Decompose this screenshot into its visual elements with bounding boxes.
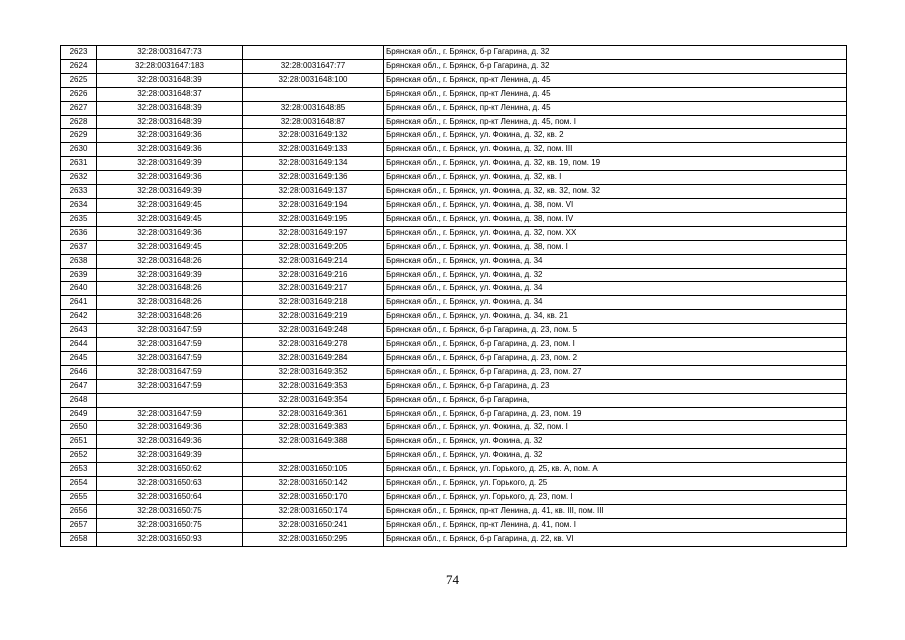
related-cadastral-number-cell: 32:28:0031649:248 (243, 324, 384, 338)
address-cell: Брянская обл., г. Брянск, ул. Фокина, д. 32, кв. 19, пом. 19 (384, 157, 847, 171)
address-cell: Брянская обл., г. Брянск, ул. Фокина, д. 32 (384, 435, 847, 449)
cadastral-number-cell: 32:28:0031648:39 (97, 115, 243, 129)
related-cadastral-number-cell: 32:28:0031649:219 (243, 310, 384, 324)
row-number-cell: 2635 (61, 212, 97, 226)
cadastral-number-cell: 32:28:0031647:59 (97, 338, 243, 352)
table-row (61, 212, 847, 226)
address-cell: Брянская обл., г. Брянск, ул. Фокина, д. 32, кв. 32, пом. 32 (384, 185, 847, 199)
row-number-cell: 2648 (61, 393, 97, 407)
cadastral-number-cell: 32:28:0031649:39 (97, 449, 243, 463)
address-cell: Брянская обл., г. Брянск, пр-кт Ленина, д. 41, кв. III, пом. III (384, 504, 847, 518)
cadastral-number-cell: 32:28:0031647:183 (97, 59, 243, 73)
related-cadastral-number-cell: 32:28:0031649:137 (243, 185, 384, 199)
row-number-cell: 2626 (61, 87, 97, 101)
table-row (61, 185, 847, 199)
cadastral-number-cell: 32:28:0031650:75 (97, 504, 243, 518)
row-number-cell: 2644 (61, 338, 97, 352)
table-row (61, 365, 847, 379)
related-cadastral-number-cell: 32:28:0031649:197 (243, 226, 384, 240)
cadastral-number-cell: 32:28:0031647:59 (97, 324, 243, 338)
table-row (61, 171, 847, 185)
row-number-cell: 2630 (61, 143, 97, 157)
row-number-cell: 2628 (61, 115, 97, 129)
cadastral-number-cell: 32:28:0031647:59 (97, 379, 243, 393)
row-number-cell: 2645 (61, 351, 97, 365)
cadastral-number-cell: 32:28:0031648:26 (97, 310, 243, 324)
table-row (61, 338, 847, 352)
row-number-cell: 2656 (61, 504, 97, 518)
related-cadastral-number-cell: 32:28:0031649:352 (243, 365, 384, 379)
cadastral-number-cell: 32:28:0031650:75 (97, 518, 243, 532)
cadastral-number-cell: 32:28:0031649:36 (97, 226, 243, 240)
table-row (61, 518, 847, 532)
row-number-cell: 2627 (61, 101, 97, 115)
related-cadastral-number-cell: 32:28:0031649:361 (243, 407, 384, 421)
row-number-cell: 2643 (61, 324, 97, 338)
address-cell: Брянская обл., г. Брянск, ул. Горького, д. 25 (384, 477, 847, 491)
related-cadastral-number-cell: 32:28:0031649:216 (243, 268, 384, 282)
related-cadastral-number-cell: 32:28:0031648:87 (243, 115, 384, 129)
cadastral-number-cell: 32:28:0031647:59 (97, 351, 243, 365)
address-cell: Брянская обл., г. Брянск, пр-кт Ленина, д. 45 (384, 101, 847, 115)
table-row (61, 532, 847, 546)
related-cadastral-number-cell: 32:28:0031649:388 (243, 435, 384, 449)
related-cadastral-number-cell: 32:28:0031648:100 (243, 73, 384, 87)
table-row (61, 46, 847, 60)
row-number-cell: 2641 (61, 296, 97, 310)
table-row (61, 101, 847, 115)
address-cell: Брянская обл., г. Брянск, ул. Фокина, д. 38, пом. I (384, 240, 847, 254)
row-number-cell: 2639 (61, 268, 97, 282)
cadastral-number-cell: 32:28:0031649:36 (97, 171, 243, 185)
cadastral-number-cell: 32:28:0031648:26 (97, 254, 243, 268)
related-cadastral-number-cell: 32:28:0031649:195 (243, 212, 384, 226)
address-cell: Брянская обл., г. Брянск, ул. Фокина, д. 38, пом. IV (384, 212, 847, 226)
address-cell: Брянская обл., г. Брянск, ул. Горького, д. 25, кв. А, пом. А (384, 463, 847, 477)
related-cadastral-number-cell: 32:28:0031649:214 (243, 254, 384, 268)
cadastral-number-cell: 32:28:0031649:45 (97, 212, 243, 226)
cadastral-number-cell: 32:28:0031649:36 (97, 435, 243, 449)
table-row (61, 435, 847, 449)
row-number-cell: 2640 (61, 282, 97, 296)
cadastral-number-cell: 32:28:0031649:36 (97, 421, 243, 435)
cadastral-number-cell: 32:28:0031648:26 (97, 282, 243, 296)
table-row (61, 407, 847, 421)
row-number-cell: 2657 (61, 518, 97, 532)
related-cadastral-number-cell: 32:28:0031650:174 (243, 504, 384, 518)
table-row (61, 198, 847, 212)
table-row (61, 324, 847, 338)
address-cell: Брянская обл., г. Брянск, ул. Фокина, д. 34 (384, 254, 847, 268)
address-cell: Брянская обл., г. Брянск, б-р Гагарина, д. 23, пом. 27 (384, 365, 847, 379)
related-cadastral-number-cell (243, 46, 384, 60)
related-cadastral-number-cell: 32:28:0031650:241 (243, 518, 384, 532)
address-cell: Брянская обл., г. Брянск, б-р Гагарина, (384, 393, 847, 407)
row-number-cell: 2623 (61, 46, 97, 60)
row-number-cell: 2650 (61, 421, 97, 435)
row-number-cell: 2655 (61, 491, 97, 505)
address-cell: Брянская обл., г. Брянск, б-р Гагарина, д. 22, кв. VI (384, 532, 847, 546)
address-cell: Брянская обл., г. Брянск, пр-кт Ленина, д. 45 (384, 73, 847, 87)
cadastral-number-cell: 32:28:0031648:39 (97, 73, 243, 87)
registry-table-body (61, 46, 847, 547)
table-row (61, 477, 847, 491)
related-cadastral-number-cell: 32:28:0031647:77 (243, 59, 384, 73)
row-number-cell: 2638 (61, 254, 97, 268)
cadastral-number-cell: 32:28:0031649:45 (97, 198, 243, 212)
table-row (61, 129, 847, 143)
address-cell: Брянская обл., г. Брянск, ул. Фокина, д. 32, пом. III (384, 143, 847, 157)
table-row (61, 296, 847, 310)
address-cell: Брянская обл., г. Брянск, ул. Фокина, д. 32 (384, 449, 847, 463)
table-row (61, 240, 847, 254)
related-cadastral-number-cell: 32:28:0031649:133 (243, 143, 384, 157)
cadastral-number-cell: 32:28:0031650:64 (97, 491, 243, 505)
address-cell: Брянская обл., г. Брянск, ул. Фокина, д. 32, пом. XX (384, 226, 847, 240)
table-row (61, 282, 847, 296)
table-row (61, 491, 847, 505)
table-row (61, 157, 847, 171)
row-number-cell: 2646 (61, 365, 97, 379)
address-cell: Брянская обл., г. Брянск, б-р Гагарина, д. 23, пом. 5 (384, 324, 847, 338)
row-number-cell: 2633 (61, 185, 97, 199)
related-cadastral-number-cell: 32:28:0031649:194 (243, 198, 384, 212)
row-number-cell: 2658 (61, 532, 97, 546)
address-cell: Брянская обл., г. Брянск, ул. Фокина, д. 32 (384, 268, 847, 282)
row-number-cell: 2634 (61, 198, 97, 212)
related-cadastral-number-cell: 32:28:0031649:217 (243, 282, 384, 296)
row-number-cell: 2649 (61, 407, 97, 421)
row-number-cell: 2637 (61, 240, 97, 254)
address-cell: Брянская обл., г. Брянск, ул. Фокина, д. 34 (384, 282, 847, 296)
related-cadastral-number-cell: 32:28:0031650:295 (243, 532, 384, 546)
related-cadastral-number-cell: 32:28:0031649:218 (243, 296, 384, 310)
table-row (61, 379, 847, 393)
row-number-cell: 2636 (61, 226, 97, 240)
cadastral-number-cell (97, 393, 243, 407)
cadastral-number-cell: 32:28:0031650:93 (97, 532, 243, 546)
cadastral-number-cell: 32:28:0031649:36 (97, 129, 243, 143)
related-cadastral-number-cell: 32:28:0031649:383 (243, 421, 384, 435)
table-row (61, 226, 847, 240)
address-cell: Брянская обл., г. Брянск, ул. Фокина, д. 38, пом. VI (384, 198, 847, 212)
address-cell: Брянская обл., г. Брянск, ул. Фокина, д. 34 (384, 296, 847, 310)
row-number-cell: 2632 (61, 171, 97, 185)
related-cadastral-number-cell: 32:28:0031650:170 (243, 491, 384, 505)
address-cell: Брянская обл., г. Брянск, б-р Гагарина, д. 23, пом. 2 (384, 351, 847, 365)
row-number-cell: 2624 (61, 59, 97, 73)
registry-table (60, 45, 847, 547)
related-cadastral-number-cell: 32:28:0031649:353 (243, 379, 384, 393)
table-row (61, 268, 847, 282)
related-cadastral-number-cell: 32:28:0031649:136 (243, 171, 384, 185)
table-row (61, 143, 847, 157)
cadastral-number-cell: 32:28:0031650:62 (97, 463, 243, 477)
related-cadastral-number-cell: 32:28:0031650:105 (243, 463, 384, 477)
address-cell: Брянская обл., г. Брянск, б-р Гагарина, д. 23, пом. 19 (384, 407, 847, 421)
row-number-cell: 2652 (61, 449, 97, 463)
address-cell: Брянская обл., г. Брянск, ул. Фокина, д. 32, пом. I (384, 421, 847, 435)
row-number-cell: 2629 (61, 129, 97, 143)
page-number: 74 (446, 572, 459, 587)
related-cadastral-number-cell: 32:28:0031649:132 (243, 129, 384, 143)
address-cell: Брянская обл., г. Брянск, пр-кт Ленина, д. 45 (384, 87, 847, 101)
address-cell: Брянская обл., г. Брянск, б-р Гагарина, д. 23 (384, 379, 847, 393)
cadastral-number-cell: 32:28:0031649:39 (97, 157, 243, 171)
related-cadastral-number-cell: 32:28:0031649:354 (243, 393, 384, 407)
address-cell: Брянская обл., г. Брянск, ул. Фокина, д. 34, кв. 21 (384, 310, 847, 324)
table-row (61, 73, 847, 87)
row-number-cell: 2653 (61, 463, 97, 477)
address-cell: Брянская обл., г. Брянск, ул. Фокина, д. 32, кв. 2 (384, 129, 847, 143)
related-cadastral-number-cell: 32:28:0031649:284 (243, 351, 384, 365)
related-cadastral-number-cell: 32:28:0031648:85 (243, 101, 384, 115)
row-number-cell: 2625 (61, 73, 97, 87)
address-cell: Брянская обл., г. Брянск, пр-кт Ленина, д. 45, пом. I (384, 115, 847, 129)
address-cell: Брянская обл., г. Брянск, ул. Фокина, д. 32, кв. I (384, 171, 847, 185)
address-cell: Брянская обл., г. Брянск, ул. Горького, д. 23, пом. I (384, 491, 847, 505)
table-row (61, 504, 847, 518)
cadastral-number-cell: 32:28:0031648:37 (97, 87, 243, 101)
table-row (61, 393, 847, 407)
table-row (61, 310, 847, 324)
cadastral-number-cell: 32:28:0031648:39 (97, 101, 243, 115)
row-number-cell: 2642 (61, 310, 97, 324)
row-number-cell: 2647 (61, 379, 97, 393)
row-number-cell: 2654 (61, 477, 97, 491)
related-cadastral-number-cell: 32:28:0031650:142 (243, 477, 384, 491)
address-cell: Брянская обл., г. Брянск, б-р Гагарина, д. 32 (384, 46, 847, 60)
cadastral-number-cell: 32:28:0031647:59 (97, 365, 243, 379)
related-cadastral-number-cell: 32:28:0031649:134 (243, 157, 384, 171)
table-row (61, 115, 847, 129)
address-cell: Брянская обл., г. Брянск, пр-кт Ленина, д. 41, пом. I (384, 518, 847, 532)
row-number-cell: 2651 (61, 435, 97, 449)
cadastral-number-cell: 32:28:0031650:63 (97, 477, 243, 491)
cadastral-number-cell: 32:28:0031649:36 (97, 143, 243, 157)
table-row (61, 449, 847, 463)
cadastral-number-cell: 32:28:0031649:45 (97, 240, 243, 254)
table-row (61, 59, 847, 73)
cadastral-number-cell: 32:28:0031647:73 (97, 46, 243, 60)
address-cell: Брянская обл., г. Брянск, б-р Гагарина, д. 32 (384, 59, 847, 73)
table-row (61, 463, 847, 477)
related-cadastral-number-cell (243, 87, 384, 101)
cadastral-number-cell: 32:28:0031647:59 (97, 407, 243, 421)
related-cadastral-number-cell: 32:28:0031649:278 (243, 338, 384, 352)
cadastral-number-cell: 32:28:0031648:26 (97, 296, 243, 310)
table-row (61, 87, 847, 101)
table-row (61, 351, 847, 365)
cadastral-number-cell: 32:28:0031649:39 (97, 185, 243, 199)
table-row (61, 254, 847, 268)
related-cadastral-number-cell: 32:28:0031649:205 (243, 240, 384, 254)
related-cadastral-number-cell (243, 449, 384, 463)
address-cell: Брянская обл., г. Брянск, б-р Гагарина, д. 23, пом. I (384, 338, 847, 352)
table-row (61, 421, 847, 435)
cadastral-number-cell: 32:28:0031649:39 (97, 268, 243, 282)
row-number-cell: 2631 (61, 157, 97, 171)
